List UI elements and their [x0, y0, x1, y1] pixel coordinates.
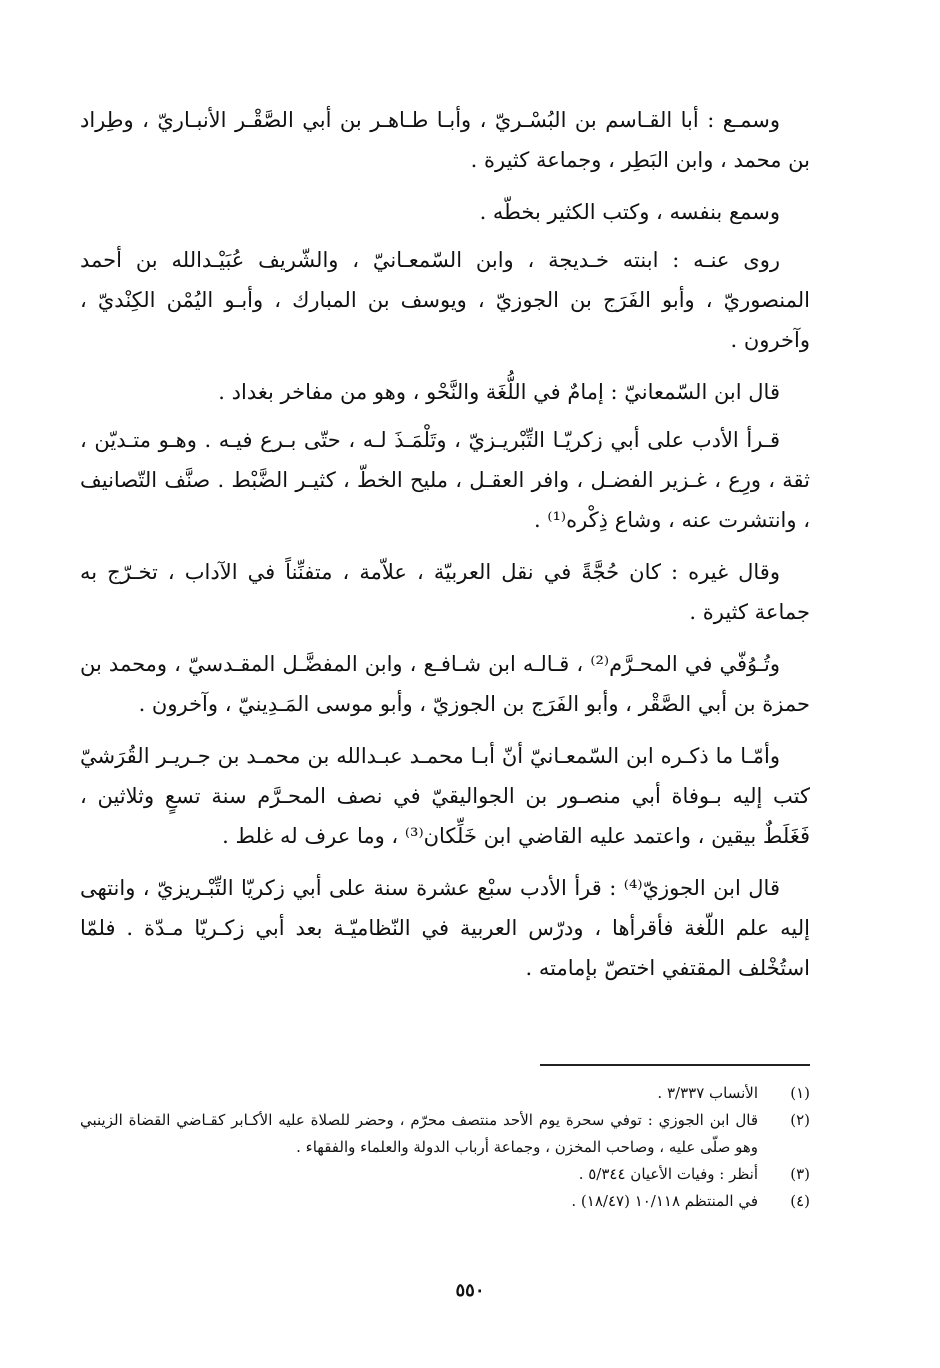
footnote-text: في المنتظم ١٠/١١٨ (١٨/٤٧) .: [571, 1192, 758, 1210]
footnote-text: أنظر : وفيات الأعيان ٥/٣٤٤ .: [578, 1165, 758, 1183]
footnote-text: قال ابن الجوزي : توفي سحرة يوم الأحد منتصف محرّم ، وحضر للصلاة عليه الأكـابر كقـاضي القضاة الزينبي وهو صلّى عليه ، وصاحب المخزن ، وجماعة أرباب الدولة والعلماء والفقهاء .: [80, 1111, 758, 1156]
paragraph-heard-from: وسمـع : أبا القـاسم بن البُسْـريّ ، وأبـا طـاهـر بن أبي الصَّقْـر الأنبـاريّ ، وطِراد بن محمد ، وابن البَطِر ، وجماعة كثيرة .: [80, 108, 810, 172]
paragraph-ibn-samani-quote: قال ابن السّمعانيّ : إمامٌ في اللُّغَة والنَّحْو ، وهو من مفاخر بغداد .: [218, 380, 780, 404]
footnote-divider: [540, 1064, 810, 1066]
footnote-number: (٤): [790, 1192, 810, 1210]
page-number: ٥٥٠: [455, 1280, 485, 1301]
footnote-number: (٣): [790, 1165, 810, 1183]
paragraph-wrote-himself: وسمع بنفسه ، وكتب الكثير بخطّه .: [479, 200, 780, 224]
paragraph-narrators: روى عنـه : ابنته خـديجة ، وابن السّمعـانيّ ، والشّريف عُبَيْـدالله بن أحمد المنصوريّ ، وأبو الفَرَج بن الجوزيّ ، ويوسف بن المبارك ، وأبـو اليُمْن الكِنْديّ ، وآخرون .: [80, 248, 810, 352]
main-text: [80, 100, 810, 1000]
paragraph-studied-adab: قـرأ الأدب على أبي زكريّـا التِّبْريـزيّ ، وتَلْمَـذَ لـه ، حتّى بـرع فيـه . وهـو متـديّن ، ثقة ، ورِع ، غـزير الفضـل ، وافر العقـل ، مليح الخطّ ، كثيـر الضَّبْط . صنَّف التّصانيف ، وانتشرت عنه ، وشاع ذِكْره⁽¹⁾ .: [80, 428, 810, 532]
footnote-2: [80, 1107, 810, 1161]
paragraph-others-said: وقال غيره : كان حُجَّةً في نقل العربيّة ، علاّمة ، متفنِّناً في الآداب ، تخـرّج به جماعة كثيرة .: [80, 560, 810, 624]
paragraph-death: وتُـوُفّي في المحـرَّم⁽²⁾ ، قـالـه ابن شـافـع ، وابن المفضَّـل المقـدسيّ ، ومحمد بن حمزة بن أبي الصَّقْر ، وأبو الفَرَج بن الجوزيّ ، وأبو موسى المَـدِينيّ ، وآخرون .: [80, 652, 810, 716]
paragraph-ibn-jawzi-quote: قال ابن الجوزيّ⁽⁴⁾ : قرأ الأدب سبْع عشرة سنة على أبي زكريّا التِّبْـريزيّ ، وانتهى إليه علم اللّغة فأقرأها ، ودرّس العربية في النّظاميّـة بعد أبي زكـريّا مـدّة . فلمّا استُخْلف المقتفي اختصّ بإمامته .: [80, 876, 810, 980]
paragraph-correction: وأمّـا ما ذكـره ابن السّمعـانيّ أنّ أبـا محمـد عبـدالله بن محمـد بن جـريـر القُرَشيّ كتب إليه بـوفاة أبي منصـور بن الجواليقيّ في نصف المحـرَّم سنة تسعٍ وثلاثين ، فَغَلَطٌ بيقين ، واعتمد عليه القاضي ابن خَلِّكان⁽³⁾ ، وما عرف له غلط .: [80, 744, 810, 848]
footnote-4: [80, 1188, 810, 1215]
footnote-1: [80, 1080, 810, 1107]
footnote-3: [80, 1161, 810, 1188]
footnote-number: (٢): [790, 1111, 810, 1129]
footnote-number: (١): [790, 1084, 810, 1102]
footnotes: [80, 1080, 810, 1215]
footnote-text: الأنساب ٣/٣٣٧ .: [657, 1084, 758, 1102]
